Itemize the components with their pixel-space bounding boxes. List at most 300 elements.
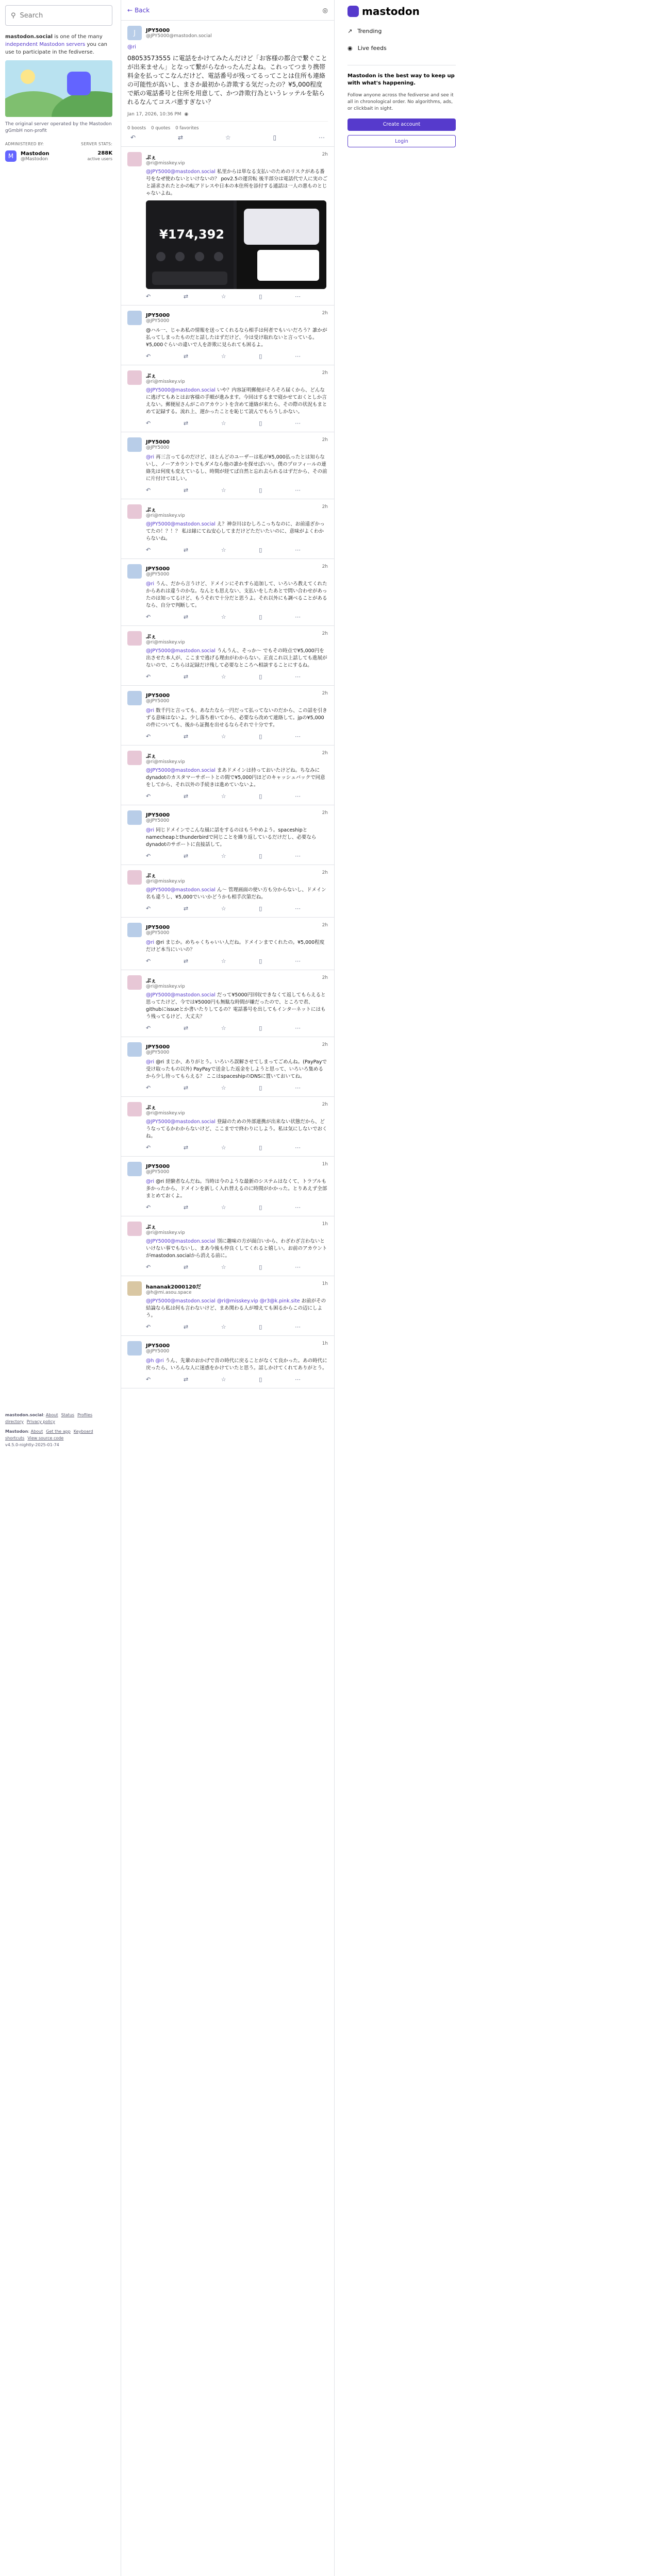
quote-count[interactable]: 0 quotes — [151, 126, 171, 131]
reply-status[interactable] — [121, 805, 334, 865]
back-arrow-icon: ← — [127, 6, 133, 14]
reply-status[interactable] — [121, 626, 334, 686]
reply-account[interactable] — [127, 504, 328, 519]
avatar[interactable] — [127, 564, 142, 579]
display-name[interactable]: ぷぇ — [146, 634, 156, 640]
account-handle: @JPY5000 — [146, 571, 170, 577]
boost-icon[interactable]: ⇄ — [183, 293, 189, 300]
favorite-icon[interactable]: ☆ — [221, 905, 226, 912]
reply-status[interactable] — [121, 306, 334, 365]
status-counts — [127, 121, 328, 131]
avatar[interactable] — [127, 1222, 142, 1236]
display-name[interactable]: ぷぇ — [146, 1105, 156, 1111]
reply-status[interactable] — [121, 970, 334, 1037]
favorite-icon[interactable]: ☆ — [221, 547, 226, 553]
more-icon[interactable]: ⋯ — [319, 134, 325, 141]
reply-text — [146, 327, 328, 349]
favorite-icon[interactable]: ☆ — [221, 1324, 226, 1330]
reply-time[interactable]: 2h — [322, 1042, 328, 1047]
reply-icon[interactable]: ↶ — [130, 134, 136, 141]
reply-content: 同じドメインでこんな風に話をするのはもうやめよう。spaceshipとnamecheapとthunderbirdで同じことを繰り返しているだけだし、必要ならdynadotのサポートに直接話して。 — [146, 827, 317, 848]
footer-get-app[interactable]: Get the app — [46, 1429, 71, 1434]
display-name[interactable]: JPY5000 — [146, 566, 170, 572]
more-icon[interactable]: ⋯ — [295, 420, 301, 427]
display-name[interactable]: JPY5000 — [146, 812, 170, 818]
bookmark-icon[interactable]: ▯ — [259, 1264, 262, 1270]
reply-mention[interactable]: @JPY5000@mastodon.social — [146, 887, 216, 893]
admin-label: ADMINISTERED BY: — [5, 142, 44, 146]
account-handle: @JPY5000 — [146, 1348, 170, 1354]
reply-actions — [146, 1324, 301, 1330]
reply-actions — [146, 547, 301, 553]
avatar[interactable] — [127, 631, 142, 646]
display-name[interactable]: JPY5000 — [146, 27, 170, 33]
bookmark-icon[interactable]: ▯ — [259, 733, 262, 740]
favorite-icon[interactable]: ☆ — [221, 1084, 226, 1091]
server-note: The original server operated by the Mastodon gGmbH non-profit — [5, 122, 112, 133]
bookmark-icon[interactable]: ▯ — [259, 853, 262, 859]
reply-account[interactable] — [127, 751, 328, 765]
reply-content: いや？内容証明郵便がそろそろ届くから、どんなに逃げてもあとはお客様の手順が進みます。今回はするまで寝かせておくとしか言えない。郵便屋さんがこのアカウントを含めて連絡が来たら、その際の状況もまとめて記録する。流れ上、遅かったことを恥じて読んでもらうしかない。 — [146, 387, 327, 415]
reply-time[interactable]: 2h — [322, 751, 328, 756]
boost-icon[interactable]: ⇄ — [183, 1324, 189, 1330]
create-account-button[interactable]: Create account — [347, 118, 456, 131]
reply-account[interactable] — [127, 152, 328, 166]
reply-mention[interactable]: @JPY5000@mastodon.social — [146, 768, 216, 773]
bookmark-icon[interactable]: ▯ — [273, 134, 277, 141]
avatar[interactable] — [127, 152, 142, 166]
reply-mention[interactable]: @JPY5000@mastodon.social @ri@misskey.vip @r3@k.pink.site — [146, 1298, 300, 1304]
footer-profiles[interactable]: Profiles directory — [5, 1413, 93, 1424]
reply-account[interactable] — [127, 691, 328, 705]
reply-mention[interactable]: @ri — [146, 581, 155, 587]
boost-icon[interactable]: ⇄ — [183, 614, 189, 620]
reply-icon[interactable]: ↶ — [146, 793, 151, 800]
avatar[interactable]: J — [127, 26, 142, 40]
more-icon[interactable]: ⋯ — [295, 1084, 301, 1091]
brand[interactable] — [347, 0, 655, 23]
favorite-icon[interactable]: ☆ — [221, 793, 226, 800]
reply-status[interactable] — [121, 1037, 334, 1097]
reply-time[interactable]: 2h — [322, 437, 328, 443]
reply-time[interactable]: 2h — [322, 152, 328, 157]
footer-about[interactable]: About — [45, 1413, 58, 1417]
bookmark-icon[interactable]: ▯ — [259, 547, 262, 553]
more-icon[interactable]: ⋯ — [295, 293, 301, 300]
reply-time[interactable]: 2h — [322, 975, 328, 980]
favorite-icon[interactable]: ☆ — [221, 614, 226, 620]
display-name[interactable]: hananak2000120だ — [146, 1284, 201, 1290]
boost-icon[interactable]: ⇄ — [183, 1084, 189, 1091]
favorite-icon[interactable]: ☆ — [221, 1264, 226, 1270]
footer-privacy[interactable]: Privacy policy — [26, 1419, 55, 1424]
favorite-icon[interactable]: ☆ — [221, 958, 226, 964]
reply-mention[interactable]: @JPY5000@mastodon.social — [146, 648, 216, 654]
bookmark-icon[interactable]: ▯ — [259, 293, 262, 300]
account-handle: @ri@misskey.vip — [146, 1110, 185, 1116]
boost-icon[interactable]: ⇄ — [183, 905, 189, 912]
reply-text — [146, 992, 328, 1021]
stats-label: SERVER STATS: — [81, 142, 112, 146]
reply-mention[interactable]: @h @ri — [146, 1358, 164, 1364]
display-name[interactable]: JPY5000 — [146, 312, 170, 318]
reply-icon[interactable]: ↶ — [146, 487, 151, 494]
reply-icon[interactable]: ↶ — [146, 293, 151, 300]
more-icon[interactable]: ⋯ — [295, 1376, 301, 1383]
promo-title: Mastodon is the best way to keep up with what's happening. — [347, 73, 455, 86]
reply-icon[interactable]: ↶ — [146, 1025, 151, 1031]
reply-account[interactable] — [127, 1281, 328, 1296]
display-name[interactable]: JPY5000 — [146, 924, 170, 930]
boost-icon[interactable]: ⇄ — [183, 547, 189, 553]
reply-actions — [146, 293, 301, 300]
more-icon[interactable]: ⋯ — [295, 1144, 301, 1151]
bookmark-icon[interactable]: ▯ — [259, 1376, 262, 1383]
reply-mention[interactable]: @ri — [146, 454, 155, 460]
avatar[interactable] — [127, 751, 142, 765]
reply-text — [146, 521, 328, 543]
reply-actions — [146, 614, 301, 620]
reply-icon[interactable]: ↶ — [146, 958, 151, 964]
reply-icon[interactable]: ↶ — [146, 673, 151, 680]
reply-status[interactable] — [121, 1216, 334, 1276]
reply-account[interactable] — [127, 810, 328, 825]
favorite-count[interactable]: 0 favorites — [175, 126, 199, 131]
reply-text — [146, 1298, 328, 1319]
reply-account[interactable] — [127, 1341, 328, 1355]
search-input[interactable] — [20, 12, 108, 20]
reply-time[interactable]: 1h — [322, 1341, 328, 1346]
boost-icon[interactable]: ⇄ — [183, 353, 189, 360]
reply-icon[interactable]: ↶ — [146, 1204, 151, 1211]
reply-time[interactable]: 2h — [322, 870, 328, 875]
favorite-icon[interactable]: ☆ — [221, 733, 226, 740]
favorite-icon[interactable]: ☆ — [221, 353, 226, 360]
attached-image[interactable] — [146, 200, 326, 289]
reply-content: @ri まじか。めちゃくちゃいい人だね。ドメインまでくれたの。¥5,000程度だけど本当にいいの？ — [146, 940, 325, 953]
login-button[interactable]: Login — [347, 135, 456, 147]
mastodon-mascot-icon — [67, 72, 91, 95]
bookmark-icon[interactable]: ▯ — [259, 1324, 262, 1330]
reply-time[interactable]: 2h — [322, 923, 328, 928]
reply-status[interactable] — [121, 745, 334, 805]
reply-mention[interactable]: @ri — [146, 708, 155, 714]
column-header — [121, 0, 334, 21]
reply-status[interactable] — [121, 918, 334, 970]
display-name[interactable]: ぷぇ — [146, 873, 156, 879]
more-icon[interactable]: ⋯ — [295, 487, 301, 494]
bookmark-icon[interactable]: ▯ — [259, 1204, 262, 1211]
avatar[interactable] — [127, 504, 142, 519]
reply-status[interactable] — [121, 865, 334, 918]
bookmark-icon[interactable]: ▯ — [259, 1144, 262, 1151]
server-desc-mid: is one of the many — [54, 34, 103, 40]
display-name[interactable]: ぷぇ — [146, 507, 156, 513]
reply-actions — [146, 733, 301, 740]
reply-icon[interactable]: ↶ — [146, 1084, 151, 1091]
display-name[interactable]: JPY5000 — [146, 1343, 170, 1349]
mastodon-logo-icon[interactable]: M — [5, 150, 16, 162]
reply-text — [146, 168, 328, 197]
avatar[interactable] — [127, 1281, 142, 1296]
favorite-icon[interactable]: ☆ — [221, 1025, 226, 1031]
account-handle: @ri@misskey.vip — [146, 639, 185, 645]
footer-version: v4.5.0-nightly-2025-01-74 — [5, 1443, 59, 1447]
more-icon[interactable]: ⋯ — [295, 1264, 301, 1270]
active-users-label: active users — [87, 157, 112, 161]
reply-status[interactable] — [121, 432, 334, 499]
reply-account[interactable] — [127, 1222, 328, 1236]
reply-content: だって¥5000円回収できなくて返してもらえると思ってたけど、今では¥5000円も無駄な時間が嫌だったので、ところで君、githubにissueとか書いたりしてるの？電話番号を出してもインターネットにはもう残ってるけど、大丈夫？ — [146, 992, 326, 1020]
reply-account[interactable] — [127, 1102, 328, 1116]
reply-actions — [146, 1376, 301, 1383]
more-icon[interactable]: ⋯ — [295, 853, 301, 859]
footer-shortcuts[interactable]: Keyboard shortcuts — [5, 1429, 93, 1440]
thread-column — [121, 0, 335, 2576]
status-text: 08053573555 に電話をかけてみたんだけど「お客様の都合で繋ぐことが出来ません」となって繋がらなかったんだよね。これってつまり携帯料金を払ってこなんだけど、電話番号が残ってるってことは住所も連絡の可能性が高いし、まさか最初から詐欺する気だったの？¥5,000程度で紙の電話番号と住所を用意して、かつ詐欺行為というレッテルを貼られるなんてコスパ悪すぎない？ — [127, 55, 327, 106]
avatar[interactable] — [127, 1102, 142, 1116]
avatar[interactable] — [127, 437, 142, 452]
bookmark-icon[interactable]: ▯ — [259, 958, 262, 964]
boost-icon[interactable]: ⇄ — [183, 673, 189, 680]
reply-status[interactable] — [121, 1097, 334, 1157]
admin-header — [5, 142, 112, 146]
reply-time[interactable]: 2h — [322, 311, 328, 316]
reply-account[interactable] — [127, 975, 328, 990]
reply-time[interactable]: 1h — [322, 1222, 328, 1227]
boost-icon[interactable]: ⇄ — [183, 853, 189, 859]
reply-time[interactable]: 2h — [322, 631, 328, 636]
avatar[interactable] — [127, 1042, 142, 1057]
display-name[interactable]: JPY5000 — [146, 1044, 170, 1050]
more-icon[interactable]: ⋯ — [295, 614, 301, 620]
reply-status[interactable] — [121, 559, 334, 626]
reply-icon[interactable]: ↶ — [146, 1376, 151, 1383]
reply-mention[interactable]: @JPY5000@mastodon.social — [146, 992, 216, 998]
favorite-icon[interactable]: ☆ — [225, 134, 231, 141]
account-handle: @ri@misskey.vip — [146, 984, 185, 989]
bookmark-icon[interactable]: ▯ — [259, 1084, 262, 1091]
reply-icon[interactable]: ↶ — [146, 614, 151, 620]
more-icon[interactable]: ⋯ — [295, 1204, 301, 1211]
footer-source[interactable]: View source code — [27, 1436, 64, 1440]
boost-icon[interactable]: ⇄ — [183, 487, 189, 494]
favorite-icon[interactable]: ☆ — [221, 1144, 226, 1151]
avatar[interactable] — [127, 691, 142, 705]
server-illustration — [5, 60, 112, 117]
boost-icon[interactable]: ⇄ — [183, 793, 189, 800]
more-icon[interactable]: ⋯ — [295, 547, 301, 553]
reply-actions — [146, 420, 301, 427]
status-date[interactable]: Jan 17, 2026, 10:36 PM — [127, 112, 181, 117]
boost-icon[interactable]: ⇄ — [183, 1025, 189, 1031]
bookmark-icon[interactable]: ▯ — [259, 793, 262, 800]
reply-text — [146, 1059, 328, 1080]
favorite-icon[interactable]: ☆ — [221, 487, 226, 494]
boost-icon[interactable]: ⇄ — [183, 1144, 189, 1151]
reply-status[interactable] — [121, 365, 334, 432]
reply-account[interactable] — [127, 437, 328, 452]
reply-icon[interactable]: ↶ — [146, 420, 151, 427]
boost-icon[interactable]: ⇄ — [183, 1264, 189, 1270]
nav-live-feeds[interactable] — [347, 40, 655, 57]
boost-icon[interactable]: ⇄ — [183, 958, 189, 964]
server-description — [5, 33, 112, 56]
reply-mention[interactable]: @ri — [146, 1059, 155, 1065]
reply-time[interactable]: 2h — [322, 370, 328, 376]
reply-icon[interactable]: ↶ — [146, 733, 151, 740]
hide-icon[interactable]: ◎ — [322, 6, 328, 14]
reply-text — [146, 1178, 328, 1200]
display-name[interactable]: ぷぇ — [146, 753, 156, 759]
more-icon[interactable]: ⋯ — [295, 958, 301, 964]
avatar[interactable] — [127, 1162, 142, 1176]
boost-icon[interactable]: ⇄ — [177, 134, 183, 141]
reply-account[interactable] — [127, 311, 328, 325]
reply-icon[interactable]: ↶ — [146, 905, 151, 912]
more-icon[interactable]: ⋯ — [295, 1324, 301, 1330]
avatar[interactable] — [127, 923, 142, 937]
reply-mention[interactable]: @JPY5000@mastodon.social — [146, 169, 216, 175]
reply-content: 数千円と言っても、あなたなら一円だって払ってないのだから、この話を引きずる意味はないよ。少し落ち着いてから、必要なら改めて連絡して。jpの¥5,000の件についても、後から証拠を出せるならそれで十分です。 — [146, 708, 327, 728]
reply-icon[interactable]: ↶ — [146, 853, 151, 859]
account-handle: @JPY5000 — [146, 1169, 170, 1175]
favorite-icon[interactable]: ☆ — [221, 293, 226, 300]
reply-account[interactable] — [127, 923, 328, 937]
reply-actions — [146, 353, 301, 360]
search-box[interactable] — [5, 5, 112, 26]
boost-icon[interactable]: ⇄ — [183, 1376, 189, 1383]
boost-icon[interactable]: ⇄ — [183, 420, 189, 427]
signup-promo — [347, 65, 456, 155]
promo-body: Follow anyone across the fediverse and see it all in chronological order. No algorithms, ads, or clickbait in sight. — [347, 93, 454, 111]
reply-mention[interactable]: @ri — [146, 827, 155, 833]
reply-text — [146, 1238, 328, 1260]
bookmark-icon[interactable]: ▯ — [259, 614, 262, 620]
boost-icon[interactable]: ⇄ — [183, 733, 189, 740]
reply-status[interactable] — [121, 147, 334, 306]
reply-mention[interactable]: @JPY5000@mastodon.social — [146, 1239, 216, 1244]
bookmark-icon[interactable]: ▯ — [259, 353, 262, 360]
reply-icon[interactable]: ↶ — [146, 1324, 151, 1330]
reply-account[interactable] — [127, 370, 328, 385]
footer-app-about[interactable]: About — [30, 1429, 43, 1434]
reply-mention[interactable]: @ri — [146, 1179, 155, 1184]
account-handle: @ri@misskey.vip — [146, 160, 185, 166]
bookmark-icon[interactable]: ▯ — [259, 487, 262, 494]
reply-account[interactable] — [127, 870, 328, 885]
reply-icon[interactable]: ↶ — [146, 353, 151, 360]
reply-text — [146, 939, 328, 954]
reply-time[interactable]: 2h — [322, 1102, 328, 1107]
display-name[interactable]: ぷぇ — [146, 155, 156, 161]
status-meta — [127, 112, 328, 117]
bookmark-icon[interactable]: ▯ — [259, 420, 262, 427]
more-icon[interactable]: ⋯ — [295, 673, 301, 680]
reply-icon[interactable]: ↶ — [146, 1144, 151, 1151]
avatar[interactable] — [127, 370, 142, 385]
more-icon[interactable]: ⋯ — [295, 733, 301, 740]
display-name[interactable]: JPY5000 — [146, 1163, 170, 1170]
account-handle: @ri@misskey.vip — [146, 513, 185, 518]
reply-icon[interactable]: ↶ — [146, 1264, 151, 1270]
reply-content: @ri まじか、ありがとう。いろいろ誤解させてしまってごめんね。(PayPayで受け取ったもの以外) PayPayで送金した返金をしようと思って、いろいろ集めるから少し待ってもらえる？ ここはspaceshipのDNSに置いておいてね。 — [146, 1059, 327, 1079]
favorite-icon[interactable]: ☆ — [221, 853, 226, 859]
reply-content: うんうん、そっか〜 でもその時点で¥5,000円を出させた本人が、ここまで逃げる理由がわからない。正直これ以上話しても進展がないので、こちらは記録だけ残して必要なところへ相談することにするね。 — [146, 648, 327, 668]
reply-content: 登録のための外部連携が出来ない状態だから、どうなってるかわからないけど、ここまでで終わりにしよう。私は気にしないでおくね。 — [146, 1119, 327, 1139]
reply-time[interactable]: 2h — [322, 504, 328, 510]
reply-time[interactable]: 2h — [322, 564, 328, 569]
reply-time[interactable]: 1h — [322, 1281, 328, 1286]
reply-time[interactable]: 2h — [322, 691, 328, 696]
bookmark-icon[interactable]: ▯ — [259, 905, 262, 912]
nav-trending[interactable] — [347, 23, 655, 40]
admin-name[interactable]: Mastodon — [21, 150, 49, 157]
reply-account[interactable] — [127, 1042, 328, 1057]
more-icon[interactable]: ⋯ — [295, 353, 301, 360]
reply-status[interactable] — [121, 686, 334, 745]
favorite-icon[interactable]: ☆ — [221, 1376, 226, 1383]
more-icon[interactable]: ⋯ — [295, 1025, 301, 1031]
display-name[interactable]: JPY5000 — [146, 439, 170, 445]
display-name[interactable]: ぷぇ — [146, 1224, 156, 1230]
reply-content: 別に趣味の方が面白いから、わざわざ言わないといけない事でもないし、まあ今後も仲良くしてくれると嬉しい。お前のアカウントがmastodon.socialから消える前に。 — [146, 1239, 327, 1259]
reply-actions — [146, 1204, 301, 1211]
reply-time[interactable]: 2h — [322, 810, 328, 816]
reply-mention[interactable]: @JPY5000@mastodon.social — [146, 387, 216, 393]
reply-text — [146, 887, 328, 901]
reply-time[interactable]: 1h — [322, 1162, 328, 1167]
bookmark-icon[interactable]: ▯ — [259, 673, 262, 680]
account-handle: @JPY5000 — [146, 1049, 170, 1055]
display-name[interactable]: ぷぇ — [146, 373, 156, 379]
back-button[interactable] — [127, 7, 150, 14]
reply-status[interactable] — [121, 1336, 334, 1388]
boost-icon[interactable]: ⇄ — [183, 1204, 189, 1211]
avatar[interactable] — [127, 311, 142, 325]
favorite-icon[interactable]: ☆ — [221, 420, 226, 427]
more-icon[interactable]: ⋯ — [295, 905, 301, 912]
avatar[interactable] — [127, 810, 142, 825]
reply-icon[interactable]: ↶ — [146, 547, 151, 553]
footer-status[interactable]: Status — [61, 1413, 75, 1417]
reply-mention[interactable]: @ri — [146, 940, 155, 945]
bookmark-icon[interactable]: ▯ — [259, 1025, 262, 1031]
globe-icon: ◉ — [347, 45, 353, 52]
status-account[interactable] — [127, 26, 328, 40]
favorite-icon[interactable]: ☆ — [221, 673, 226, 680]
reply-account[interactable] — [127, 631, 328, 646]
boost-count[interactable]: 0 boosts — [127, 126, 146, 131]
servers-link[interactable]: independent Mastodon servers — [5, 42, 86, 47]
favorite-icon[interactable]: ☆ — [221, 1204, 226, 1211]
reply-status[interactable] — [121, 1157, 334, 1216]
reply-account[interactable] — [127, 1162, 328, 1176]
reply-status[interactable] — [121, 1276, 334, 1336]
status-mention[interactable]: @ri — [127, 44, 136, 50]
more-icon[interactable]: ⋯ — [295, 793, 301, 800]
reply-status[interactable] — [121, 499, 334, 559]
reply-actions — [146, 1144, 301, 1151]
avatar[interactable] — [127, 975, 142, 990]
avatar[interactable] — [127, 870, 142, 885]
display-name[interactable]: JPY5000 — [146, 692, 170, 699]
reply-account[interactable] — [127, 564, 328, 579]
display-name[interactable]: ぷぇ — [146, 978, 156, 984]
reply-mention[interactable]: @JPY5000@mastodon.social — [146, 1119, 216, 1125]
reply-mention[interactable]: @JPY5000@mastodon.social — [146, 521, 216, 527]
avatar[interactable] — [127, 1341, 142, 1355]
